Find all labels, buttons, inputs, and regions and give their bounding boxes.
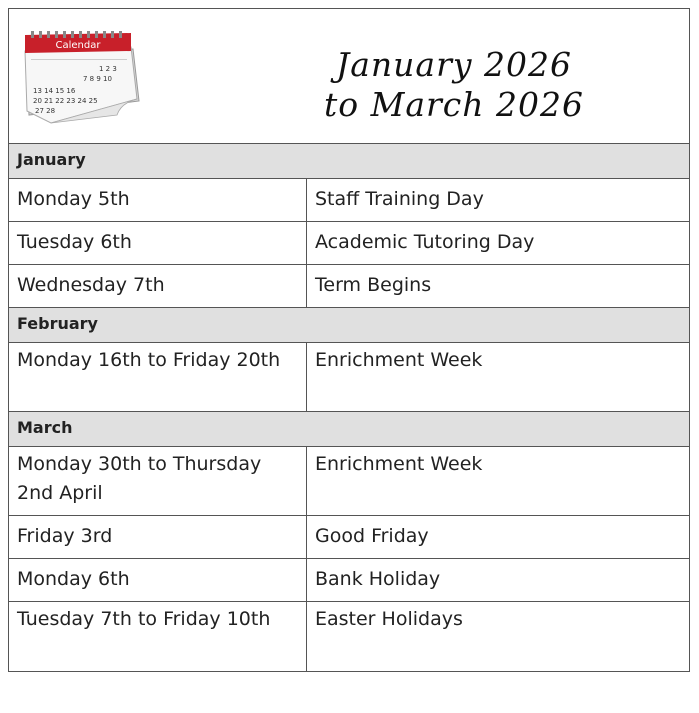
month-row-january — [9, 144, 690, 179]
table-row — [9, 559, 690, 602]
event-cell: Bank Holiday — [307, 559, 690, 602]
term-dates-table — [8, 8, 690, 672]
table-row — [9, 447, 690, 516]
month-heading: March — [9, 412, 690, 447]
header-row — [9, 9, 690, 144]
event-cell: Enrichment Week — [307, 343, 690, 412]
event-cell: Easter Holidays — [307, 602, 690, 672]
date-cell: Monday 6th — [9, 559, 307, 602]
month-heading: February — [9, 308, 690, 343]
table-row — [9, 516, 690, 559]
svg-text:1 2 3: 1 2 3 — [99, 65, 117, 73]
table-row — [9, 343, 690, 412]
date-cell: Tuesday 7th to Friday 10th — [9, 602, 307, 672]
date-cell: Monday 5th — [9, 179, 307, 222]
table-row — [9, 179, 690, 222]
event-cell: Good Friday — [307, 516, 690, 559]
date-cell: Tuesday 6th — [9, 222, 307, 265]
svg-text:7 8 9 10: 7 8 9 10 — [83, 75, 112, 83]
date-cell: Monday 16th to Friday 20th — [9, 343, 307, 412]
title-line-2: to March 2026 — [323, 85, 585, 124]
calendar-icon-label: Calendar — [55, 40, 101, 51]
table-row — [9, 265, 690, 308]
date-cell: Wednesday 7th — [9, 265, 307, 308]
table-row — [9, 602, 690, 672]
page-title — [259, 45, 649, 125]
svg-text:20 21 22 23 24 25: 20 21 22 23 24 25 — [33, 97, 98, 105]
svg-text:13 14 15 16: 13 14 15 16 — [33, 87, 76, 95]
title-line-1: January 2026 — [336, 45, 572, 84]
month-row-february — [9, 308, 690, 343]
date-cell: Monday 30th to Thursday 2nd April — [9, 447, 307, 516]
event-cell: Staff Training Day — [307, 179, 690, 222]
term-dates-table-wrapper — [8, 8, 690, 672]
date-cell: Friday 3rd — [9, 516, 307, 559]
svg-text:27 28: 27 28 — [35, 107, 56, 115]
event-cell: Enrichment Week — [307, 447, 690, 516]
calendar-icon — [21, 31, 146, 129]
event-cell: Academic Tutoring Day — [307, 222, 690, 265]
month-row-march — [9, 412, 690, 447]
event-cell: Term Begins — [307, 265, 690, 308]
header-cell — [9, 9, 690, 144]
month-heading: January — [9, 144, 690, 179]
table-row — [9, 222, 690, 265]
